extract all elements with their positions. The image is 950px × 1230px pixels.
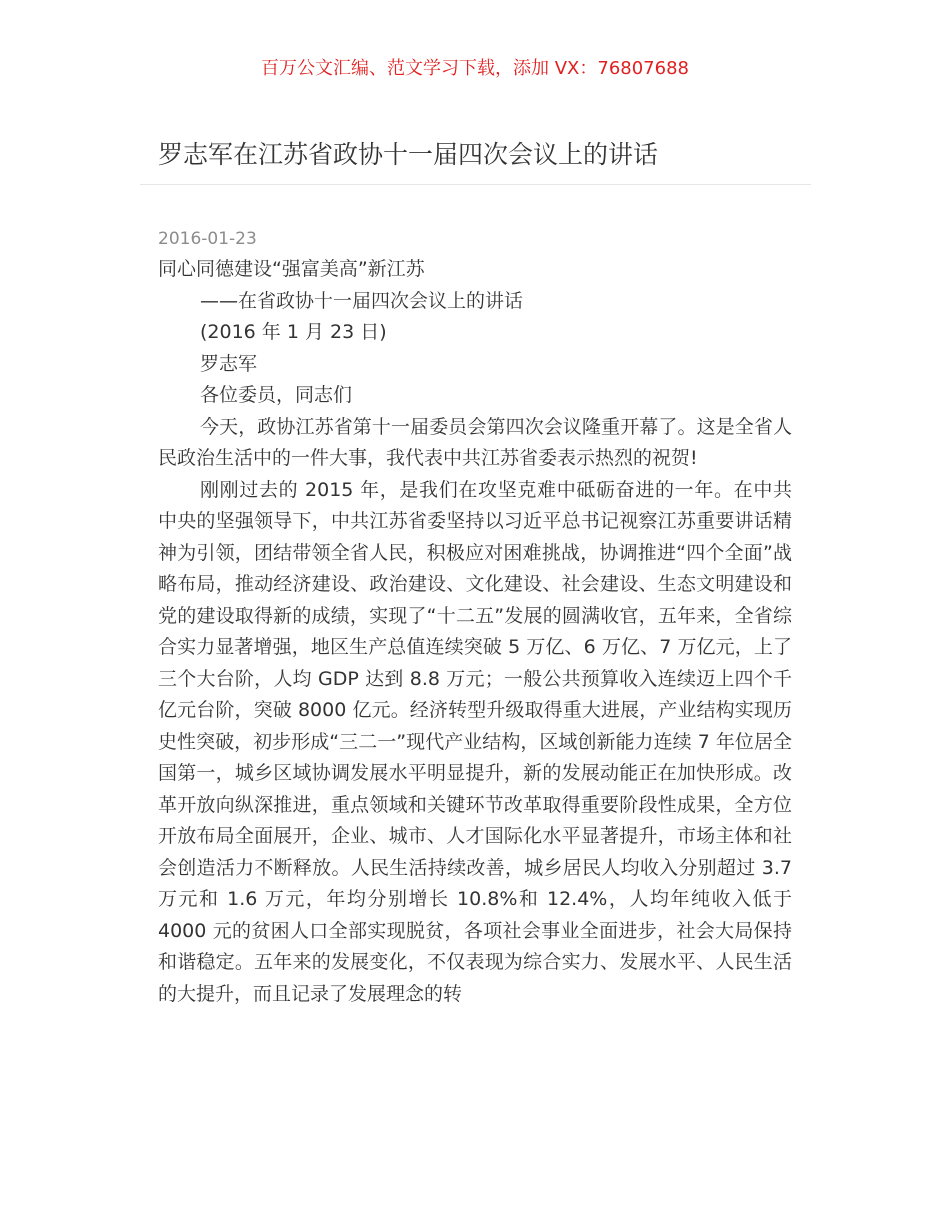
speech-subheading: ——在省政协十一届四次会议上的讲话 [200, 289, 524, 312]
body-paragraph: 刚刚过去的 2015 年，是我们在攻坚克难中砥砺奋进的一年。在中共中央的坚强领导下，中共江苏省委坚持以习近平总书记视察江苏重要讲话精神为引领，团结带领全省人民，积极应对困难挑战，协调推进“四个全面”战略布局，推动经济建设、政治建设、文化建设、社会建设、生态文明建设和党的建设取得新的成绩，实现了“十二五”发展的圆满收官，五年来，全省综合实力显著增强，地区生产总值连续突破 5 万亿、6 万亿、7 万亿元，上了三个大台阶，人均 GDP 达到 8.8 万元；一般公共预算收入连续迈上四个千亿元台阶，突破 8000 亿元。经济转型升级取得重大进展，产业结构实现历史性突破，初步形成“三二一”现代产业结构，区域创新能力连续 7 年位居全国第一，城乡区域协调发展水平明显提升，新的发展动能正在加快形成。改革开放向纵深推进，重点领域和关键环节改革取得重要阶段性成果，全方位开放布局全面展开，企业、城市、人才国际化水平显著提升，市场主体和社会创造活力不断释放。人民生活持续改善，城乡居民人均收入分别超过 3.7 万元和 1.6 万元，年均分别增长 10.8%和 12.4%，人均年纯收入低于 4000 元的贫困人口全部实现脱贫，各项社会事业全面进步，社会大局保持和谐稳定。五年来的发展变化，不仅表现为综合实力、发展水平、人民生活的大提升，而且记录了发展理念的转 [158, 478, 792, 1005]
article-body [158, 254, 792, 1010]
article-title: 罗志军在江苏省政协十一届四次会议上的讲话 [158, 140, 659, 169]
speech-date: (2016 年 1 月 23 日) [200, 321, 387, 343]
speech-heading: 同心同德建设“强富美高”新江苏 [158, 258, 425, 280]
title-divider [140, 184, 811, 185]
body-paragraph: 今天，政协江苏省第十一届委员会第四次会议隆重开幕了。这是全省人民政治生活中的一件大事，我代表中共江苏省委表示热烈的祝贺! [158, 415, 792, 469]
speaker-name: 罗志军 [200, 352, 258, 375]
salutation: 各位委员，同志们 [200, 384, 353, 406]
download-banner: 百万公文汇编、范文学习下载，添加 VX：76807688 [261, 58, 689, 79]
publish-date: 2016-01-23 [158, 229, 257, 249]
